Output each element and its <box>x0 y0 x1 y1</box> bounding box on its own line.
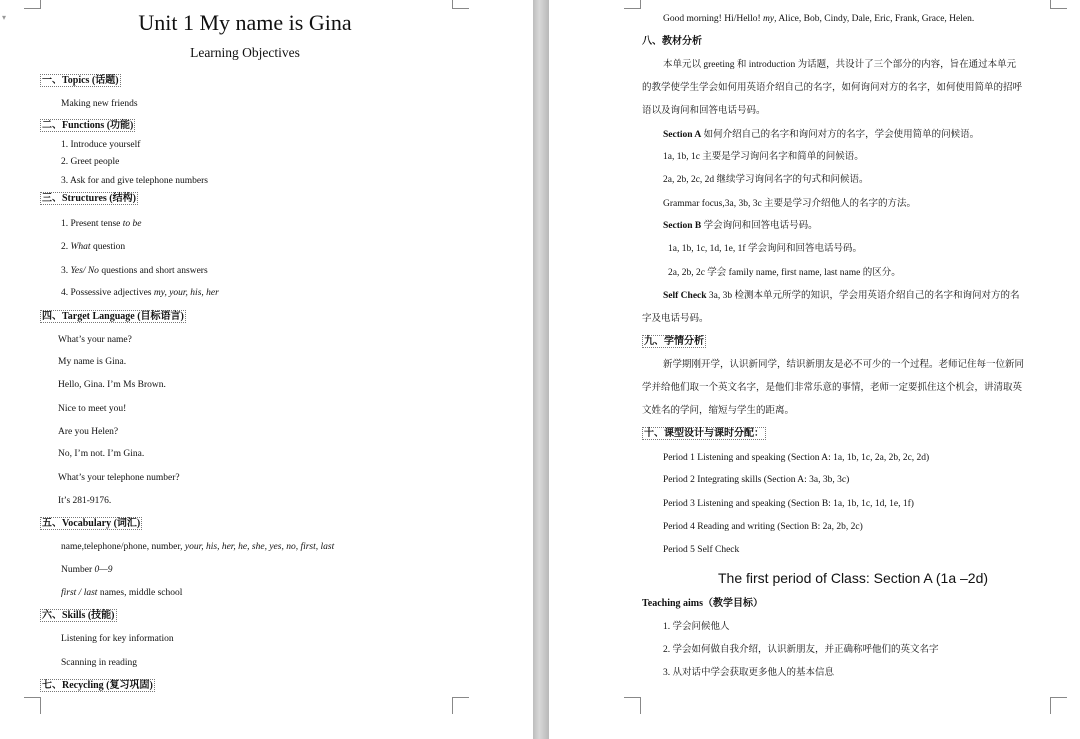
section-heading: 九、学情分析 <box>644 336 704 347</box>
paragraph-line: 新学期刚开学，认识新同学，结识新朋友是必不可少的一个过程。老师记住每一位新同 <box>663 360 1025 370</box>
objective-item: Number 0—9 <box>61 565 113 575</box>
objective-item: What’s your telephone number? <box>58 473 180 483</box>
objective-item: 2. What question <box>61 242 126 252</box>
section-heading: 十、课型设计与课时分配： <box>644 428 764 439</box>
objective-item: Hello, Gina. I’m Ms Brown. <box>58 380 166 390</box>
section-heading: Teaching aims（教学目标） <box>642 598 764 609</box>
section-heading: 五、Vocabulary (词汇) <box>42 518 141 529</box>
objective-item: 3. Yes/ No questions and short answers <box>61 266 208 276</box>
paragraph-line: Period 2 Integrating skills (Section A: 3a, 3b, 3c) <box>663 475 850 485</box>
objective-item: No, I’m not. I’m Gina. <box>58 449 145 459</box>
objective-item: Listening for key information <box>61 634 174 644</box>
paragraph-line: 2. 学会如何做自我介绍，认识新朋友，并正确称呼他们的英文名字 <box>663 645 939 655</box>
section-heading: 八、教材分析 <box>642 36 702 47</box>
objective-item: 1. Present tense to be <box>61 219 142 229</box>
crop-mark-icon <box>1050 697 1067 714</box>
paragraph-line: 的教学使学生学会如何用英语介绍自己的名字，如何询问对方的名字，如何使用简单的招呼 <box>642 83 1023 93</box>
paragraph-line: 2a, 2b, 2c 学会 family name, first name, last name 的区分。 <box>668 268 901 278</box>
crop-mark-icon <box>624 0 641 9</box>
paragraph-line: Self Check 3a, 3b 检测本单元所学的知识，学会用英语介绍自己的名字和询问对方的名 <box>663 291 1020 301</box>
collapse-marker-icon: ▾ <box>2 13 7 22</box>
objective-item: name,telephone/phone, number, your, his, her, he, she, yes, no, first, last <box>61 542 335 552</box>
paragraph-line: Period 3 Listening and speaking (Section B: 1a, 1b, 1c, 1d, 1e, 1f) <box>663 499 914 509</box>
crop-mark-icon <box>624 697 641 714</box>
section-heading: 四、Target Language (目标语言) <box>42 311 184 322</box>
period-title: The first period of Class: Section A (1a –2d) <box>718 570 989 586</box>
paragraph-line: Period 4 Reading and writing (Section B: 2a, 2b, 2c) <box>663 522 863 532</box>
paragraph-line: 1. 学会问候他人 <box>663 622 730 632</box>
paragraph-line: 字及电话号码。 <box>642 314 709 324</box>
objective-item: 4. Possessive adjectives my, your, his, her <box>61 288 219 298</box>
paragraph-line: 3. 从对话中学会获取更多他人的基本信息 <box>663 668 835 678</box>
paragraph-line: Period 1 Listening and speaking (Section A: 1a, 1b, 1c, 2a, 2b, 2c, 2d) <box>663 453 930 463</box>
section-heading: 七、Recycling (复习巩固) <box>42 680 153 691</box>
paragraph-line: Section A 如何介绍自己的名字和询问对方的名字，学会使用简单的问候语。 <box>663 130 980 140</box>
paragraph-line: 1a, 1b, 1c, 1d, 1e, 1f 学会询问和回答电话号码。 <box>668 244 862 254</box>
objective-item: 1. Introduce yourself <box>61 140 141 150</box>
objective-item: Making new friends <box>61 99 138 109</box>
paragraph-line: Grammar focus,3a, 3b, 3c 主要是学习介绍他人的名字的方法。 <box>663 199 917 209</box>
paragraph-line: 2a, 2b, 2c, 2d 继续学习询问名字的句式和问候语。 <box>663 175 869 185</box>
objective-item: first / last names, middle school <box>61 588 183 598</box>
crop-mark-icon <box>1050 0 1067 9</box>
objective-item: What’s your name? <box>58 335 132 345</box>
crop-mark-icon <box>452 697 469 714</box>
paragraph-line: Good morning! Hi/Hello! my, Alice, Bob, Cindy, Dale, Eric, Frank, Grace, Helen. <box>663 14 975 24</box>
objective-item: 2. Greet people <box>61 157 120 167</box>
section-heading: 六、Skills (技能) <box>42 610 115 621</box>
paragraph-line: 1a, 1b, 1c 主要是学习询问名字和简单的问候语。 <box>663 152 864 162</box>
learning-objectives-heading: Learning Objectives <box>190 45 300 60</box>
objective-item: It’s 281-9176. <box>58 496 112 506</box>
crop-mark-icon <box>452 0 469 9</box>
section-heading: 一、Topics (话题) <box>42 75 119 86</box>
document-page-right <box>549 0 1080 739</box>
objective-item: 3. Ask for and give telephone numbers <box>61 176 208 186</box>
section-heading: 二、Functions (功能) <box>42 120 134 131</box>
paragraph-line: Period 5 Self Check <box>663 545 740 555</box>
section-heading: 三、Structures (结构) <box>42 193 136 204</box>
unit-title: Unit 1 My name is Gina <box>138 10 352 35</box>
page-gutter <box>533 0 549 739</box>
paragraph-line: 语以及询问和回答电话号码。 <box>642 106 766 116</box>
paragraph-line: 本单元以 greeting 和 introduction 为话题，共设计了三个部分的内容，旨在通过本单元 <box>663 60 1017 70</box>
paragraph-line: 学并给他们取一个英文名字，是他们非常乐意的事情，老师一定要抓住这个机会，讲清取英 <box>642 383 1023 393</box>
objective-item: Nice to meet you! <box>58 404 127 414</box>
paragraph-line: Section B 学会询问和回答电话号码。 <box>663 221 818 231</box>
objective-item: Are you Helen? <box>58 427 119 437</box>
objective-item: My name is Gina. <box>58 357 127 367</box>
crop-mark-icon <box>24 697 41 714</box>
document-page-left <box>0 0 533 739</box>
crop-mark-icon <box>24 0 41 9</box>
paragraph-line: 文姓名的学问，缩短与学生的距离。 <box>642 406 795 416</box>
objective-item: Scanning in reading <box>61 658 137 668</box>
